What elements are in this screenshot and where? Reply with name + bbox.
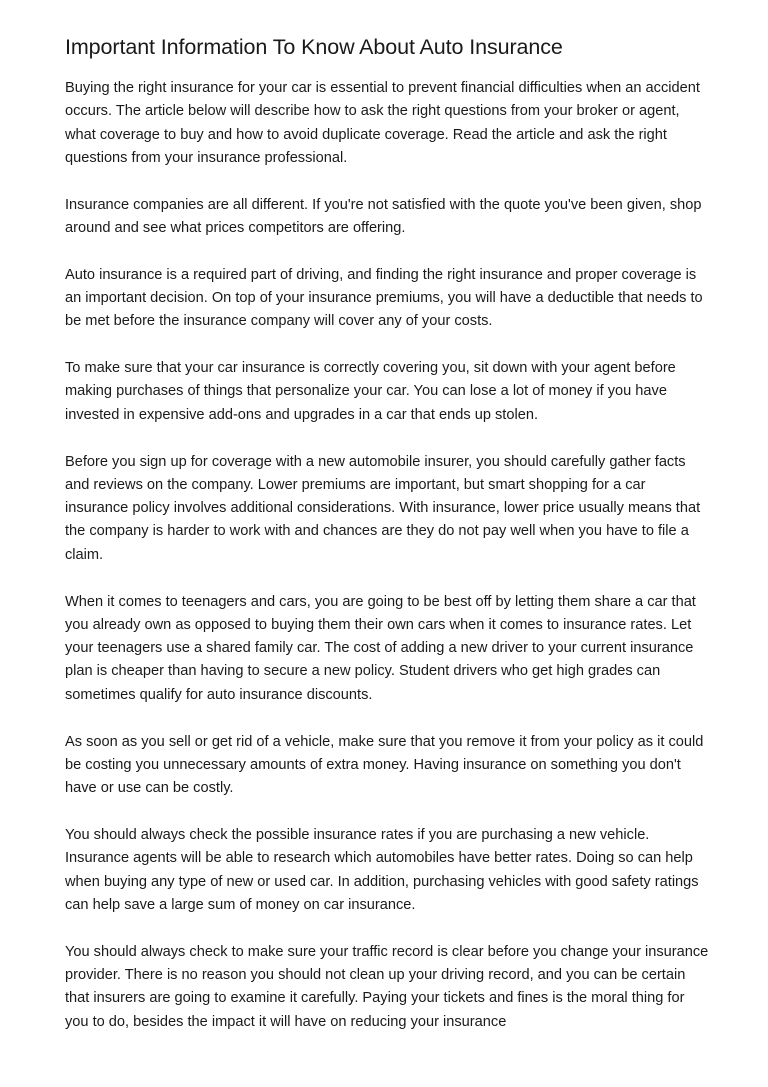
document-page <box>65 32 710 1034</box>
paragraph: You should always check to make sure your traffic record is clear before you change your insurance provider. There is no reason you should not clean up your driving record, and you can be certain that insurers are going to examine it carefully. Paying your tickets and fines is the moral thing for you to do, besides the impact it will have on reducing your insurance <box>65 943 709 1030</box>
paragraph: Insurance companies are all different. If you're not satisfied with the quote you've been given, shop around and see what prices competitors are offering. <box>65 196 702 236</box>
paragraph: Auto insurance is a required part of driving, and finding the right insurance and proper coverage is an important decision. On top of your insurance premiums, you will have a deductible that needs to be met before the insurance company will cover any of your costs. <box>65 266 703 330</box>
page-title: Important Information To Know About Auto Insurance <box>65 35 563 59</box>
paragraph: When it comes to teenagers and cars, you are going to be best off by letting them share a car that you already own as opposed to buying them their own cars when it comes to insurance rates. Let your teenagers use a shared family car. The cost of adding a new driver to your current insurance plan is cheaper than having to secure a new policy. Student drivers who get high grades can sometimes qualify for auto insurance discounts. <box>65 593 696 703</box>
paragraph: As soon as you sell or get rid of a vehicle, make sure that you remove it from your policy as it could be costing you unnecessary amounts of extra money. Having insurance on something you don't have or use can be costly. <box>65 733 704 797</box>
paragraph: To make sure that your car insurance is correctly covering you, sit down with your agent before making purchases of things that personalize your car. You can lose a lot of money if you have invested in expensive add-ons and upgrades in a car that ends up stolen. <box>65 360 676 423</box>
paragraph: Before you sign up for coverage with a new automobile insurer, you should carefully gather facts and reviews on the company. Lower premiums are important, but smart shopping for a car insurance policy involves additional considerations. With insurance, lower price usually means that the company is harder to work with and chances are they do not pay well when you have to file a claim. <box>65 453 701 563</box>
paragraph: You should always check the possible insurance rates if you are purchasing a new vehicle. Insurance agents will be able to research which automobiles have better rates. Doing so can help when buying any type of new or used car. In addition, purchasing vehicles with good safety ratings can help save a large sum of money on car insurance. <box>65 826 699 913</box>
paragraph: Buying the right insurance for your car is essential to prevent financial difficulties when an accident occurs. The article below will describe how to ask the right questions from your broker or agent, what coverage to buy and how to avoid duplicate coverage. Read the article and ask the right questions from your insurance professional. <box>65 80 700 166</box>
